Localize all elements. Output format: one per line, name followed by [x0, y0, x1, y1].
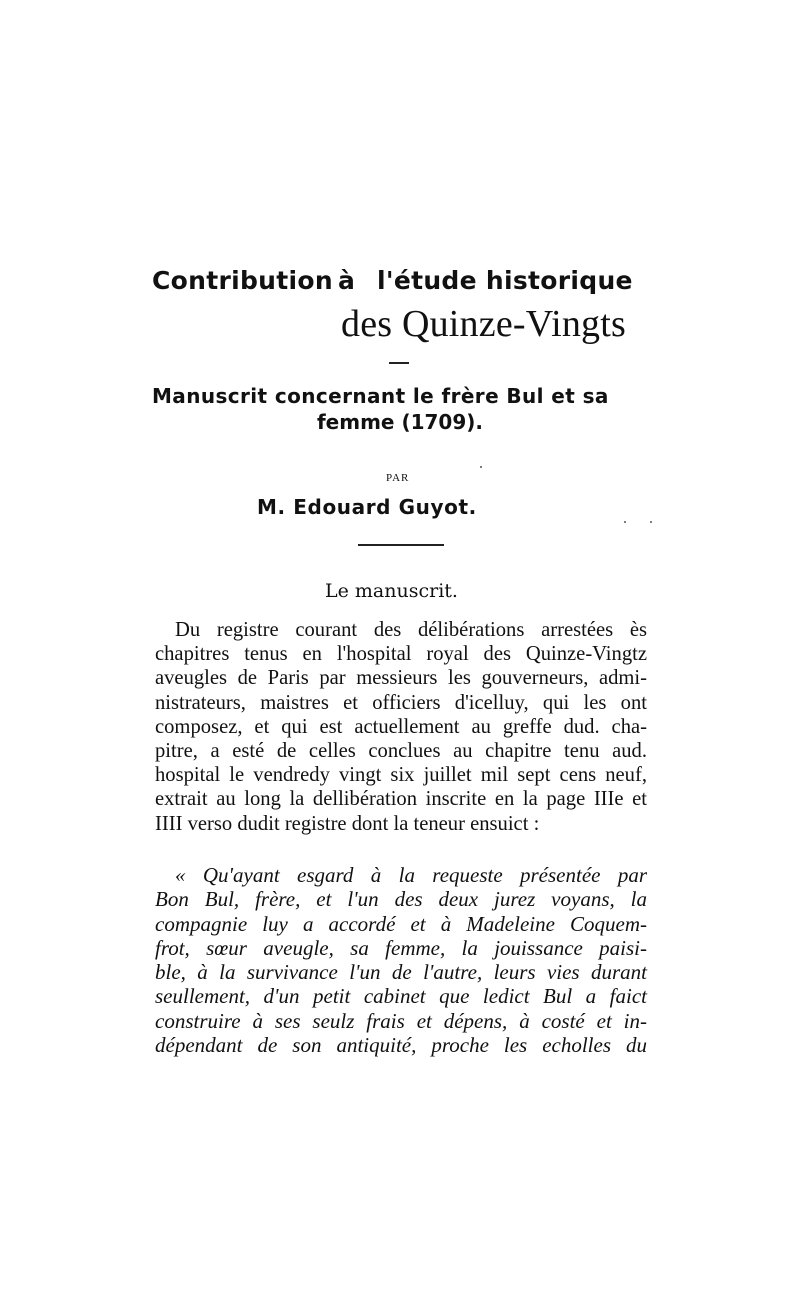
subtitle [152, 383, 644, 435]
body-paragraph [155, 618, 647, 836]
body-line: chapitres tenus en l'hospital royal des Quinze-Vingtz [155, 643, 647, 666]
body-line: Du registre courant des délibérations arrestées ès [175, 619, 647, 641]
quote-line: Bon Bul, frère, et l'un des deux jurez voyans, la [155, 887, 647, 912]
title-dash [389, 362, 409, 364]
quote-line: ble, à la survivance l'un de l'autre, leurs vies durant [155, 960, 647, 985]
body-line: aveugles de Paris par messieurs les gouverneurs, admi- [155, 667, 647, 690]
subtitle-line-2: femme (1709). [316, 410, 483, 434]
body-line: composez, et qui est actuellement au greffe dud. cha- [155, 715, 647, 738]
body-line: nistrateurs, maistres et officiers d'icelluy, qui les ont [155, 691, 647, 714]
print-speck [624, 521, 626, 523]
body-line: pitre, a esté de celles conclues au chapitre tenu aud. [155, 740, 647, 763]
quote-line: « Qu'ayant esgard à la requeste présentée par [175, 863, 647, 887]
quote-line: dépendant de son antiquité, proche les echolles du [155, 1033, 647, 1058]
section-title: Le manuscrit. [325, 580, 458, 602]
body-line: hospital le vendredy vingt six juillet mil sept cens neuf, [155, 764, 647, 787]
body-line: extrait au long la dellibération inscrite en la page IIIe et [155, 788, 647, 811]
author-name: M. Edouard Guyot. [257, 495, 477, 519]
quote-line: compagnie luy a accordé et à Madeleine Coquem- [155, 911, 647, 936]
title-line-2: des Quinze-Vingts [341, 303, 627, 345]
title-word-etude-historique: l'étude historique [377, 266, 633, 295]
print-speck [650, 521, 652, 523]
print-speck [480, 466, 482, 468]
subtitle-line-1: Manuscrit concernant le frère Bul et sa [152, 384, 609, 408]
section-rule [358, 544, 444, 546]
quoted-deliberation [155, 863, 647, 1057]
quote-line: seullement, d'un petit cabinet que ledict Bul a faict [155, 984, 647, 1009]
quote-line: construire à ses seulz frais et dépens, à costé et in- [155, 1008, 647, 1033]
quote-line: frot, sœur aveugle, sa femme, la jouissance paisi- [155, 935, 647, 960]
byline-par: PAR [386, 472, 410, 484]
title-word-a: à [338, 266, 356, 295]
body-line: IIII verso dudit registre dont la teneur ensuict : [155, 812, 540, 835]
title-word-contribution: Contribution [152, 266, 333, 295]
title-line-1 [152, 266, 633, 295]
